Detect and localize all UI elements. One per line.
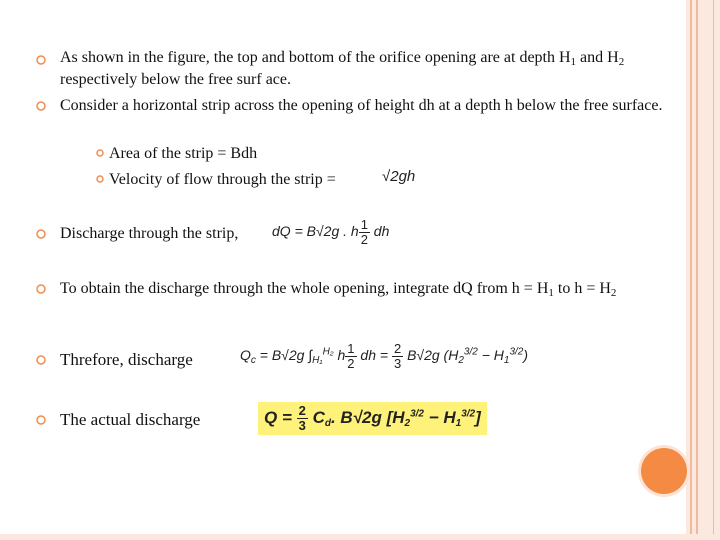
decorative-circle bbox=[641, 448, 687, 494]
paragraph-integrate: To obtain the discharge through the whole opening, integrate dQ from $h = H_1$ to $h = H_2$ bbox=[60, 280, 617, 299]
bottom-frame bbox=[0, 534, 720, 540]
sub-bullet-icon bbox=[96, 149, 104, 157]
therefore-discharge: Threfore, discharge bbox=[60, 350, 193, 369]
bullet-icon bbox=[36, 355, 46, 365]
bullet-icon bbox=[36, 284, 46, 294]
total-discharge-equation: $Q_c = B√2g$ $\int_{H_1}^{H_2}$ h $\frac{1}{2}$ dh = $\frac{2}{3}$ B√2g $(H_2^{3/2} - H_1^{3/2})$ bbox=[240, 341, 529, 371]
paragraph-orifice-depth: As shown in the figure, the top and bottom of the orifice opening are at depth $H_1$ and $H_2$ respectively below the free surf ace. bbox=[60, 49, 625, 88]
area-of-strip: Area of the strip = Bdh bbox=[109, 145, 258, 162]
actual-discharge-equation: Q = $\frac{2}{3}$ $C_d$. B√2g $[H_2^{3/2} - H_1^{3/2}]$ bbox=[258, 402, 487, 435]
paragraph-horizontal-strip: Consider a horizontal strip across the opening of height dh at a depth h below the free surface. bbox=[60, 97, 663, 114]
velocity-of-flow: Velocity of flow through the strip = bbox=[109, 171, 336, 188]
bullet-icon bbox=[36, 101, 46, 111]
strip-discharge-equation: dQ = B√2g . h $\frac{1}{2}$ dh bbox=[272, 217, 390, 247]
bullet-icon bbox=[36, 229, 46, 239]
frame-line bbox=[690, 0, 692, 540]
discharge-through-strip: Discharge through the strip, bbox=[60, 225, 239, 242]
frame-line bbox=[696, 0, 698, 540]
sub-bullet-icon bbox=[96, 175, 104, 183]
frame-line bbox=[713, 0, 714, 540]
bullet-icon bbox=[36, 415, 46, 425]
actual-discharge-label: The actual discharge bbox=[60, 410, 201, 429]
bullet-icon bbox=[36, 55, 46, 65]
velocity-equation: √2gh bbox=[382, 168, 416, 185]
